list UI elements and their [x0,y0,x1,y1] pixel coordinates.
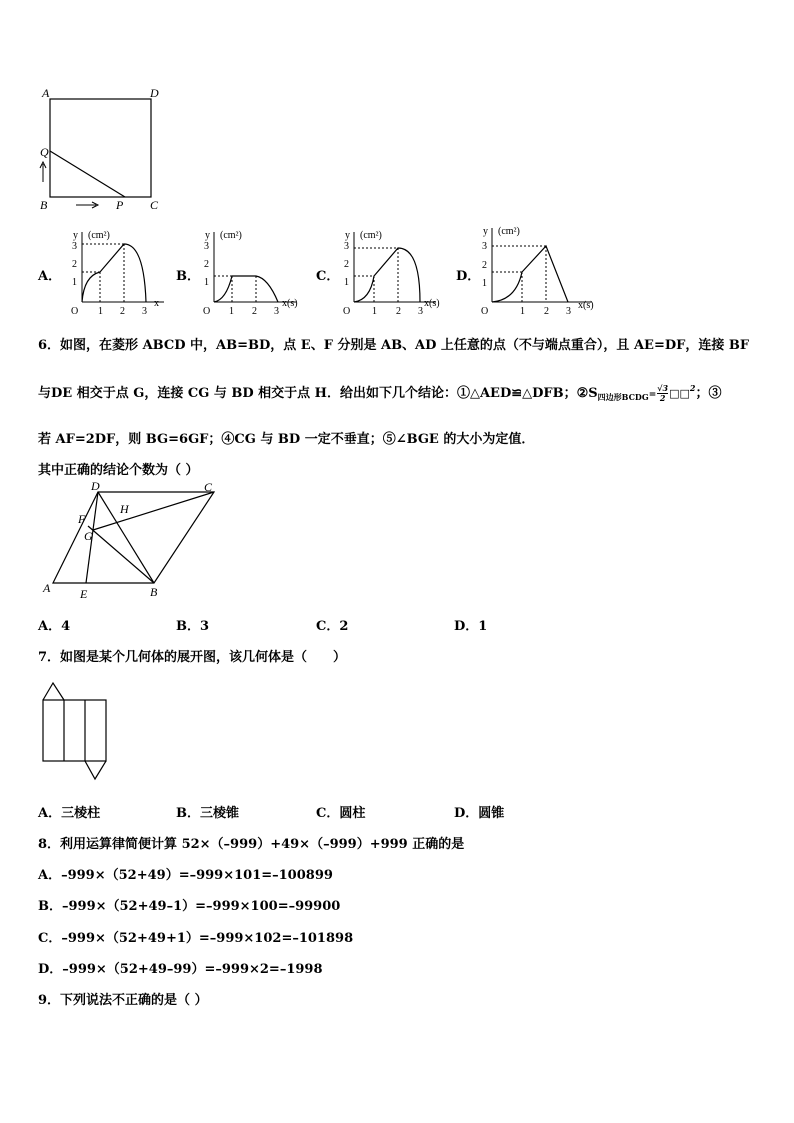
unit-label: (cm²) [220,230,242,241]
unit-label: (cm²) [498,226,520,237]
q6-frac-den: 2 [659,393,666,403]
q6-fraction [657,384,668,403]
y-axis-label: y [483,226,488,237]
q6-question: 其中正确的结论个数为（ ） [38,463,199,478]
q8-stem: 8．利用运算律简便计算 52×（–999）+49×（–999）+999 正确的是 [38,837,465,852]
q5-option-b-letter: B． [176,269,200,284]
y-tick-3: 3 [204,241,209,252]
q6-line2-text: 与DE 相交于点 G，连接 CG 与 BD 相交于点 H．给出如下几个结论：①△AED≌△DFB；②S [38,386,598,401]
q6-superscript: 2 [689,383,696,393]
x-tick-1: 1 [520,306,525,317]
y-tick-2: 2 [72,259,77,270]
label-B: B [40,198,48,212]
origin-label: O [343,306,351,317]
x-tick-3: 3 [274,306,279,317]
y-tick-1: 1 [344,277,349,288]
q5-option-a-letter: A． [38,269,62,284]
label-E: E [80,587,88,601]
q7-option-c: C．圆柱 [316,806,366,821]
x-axis-label: x [154,298,159,309]
label-C: C [204,480,213,494]
q5-option-a-graph [64,226,169,318]
q5-square-figure [36,84,166,214]
x-tick-1: 1 [229,306,234,317]
label-C: C [150,198,159,212]
y-tick-1: 1 [204,277,209,288]
q7-stem: 7．如图是某个几何体的展开图，该几何体是（ ） [38,650,347,665]
q6-missing-glyphs: □□ [669,387,690,400]
q6-option-b: B．3 [176,619,210,634]
q6-line2-end: ；③ [695,386,722,401]
x-tick-2: 2 [396,306,401,317]
x-axis-label: x(s) [282,298,298,309]
unit-label: (cm²) [360,230,382,241]
origin-label: O [481,306,489,317]
q6-option-a: A．4 [38,619,71,634]
x-tick-1: 1 [98,306,103,317]
y-tick-3: 3 [72,241,77,252]
x-tick-3: 3 [418,306,423,317]
x-tick-2: 2 [120,306,125,317]
origin-label: O [203,306,211,317]
y-tick-1: 1 [482,278,487,289]
q5-option-d-graph [474,222,599,318]
x-axis-label: x(s) [424,298,440,309]
q6-rhombus-figure [38,480,228,605]
q5-option-b-graph [196,226,306,318]
q8-option-d: D．–999×（52+49–99）=–999×2=–1998 [38,962,323,977]
x-tick-3: 3 [142,306,147,317]
label-A: A [42,86,50,100]
q8-option-b: B．–999×（52+49–1）=–999×100=–99900 [38,899,341,914]
label-F: F [78,512,86,526]
origin-label: O [71,306,79,317]
q6-stem-line2 [38,382,721,403]
q6-option-d: D．1 [454,619,488,634]
q5-option-c-letter: C． [316,269,340,284]
q7-net-figure [38,680,112,782]
label-A: A [43,581,51,595]
x-tick-2: 2 [252,306,257,317]
q9-stem: 9．下列说法不正确的是（ ） [38,993,208,1008]
q5-option-d-letter: D． [456,269,481,284]
q8-option-a: A．–999×（52+49）=–999×101=–100899 [38,868,333,883]
label-Q: Q [40,145,49,159]
x-tick-2: 2 [544,306,549,317]
y-axis-label: y [345,230,350,241]
label-P: P [116,198,124,212]
unit-label: (cm²) [88,230,110,241]
q6-stem-line1: 6．如图，在菱形 ABCD 中，AB=BD，点 E、F 分别是 AB、AD 上任意的点（不与端点重合），且 AE=DF，连接 BF [38,338,750,353]
label-G: G [84,529,93,543]
q5-option-c-graph [336,226,446,318]
q6-stem-line3: 若 AF=2DF，则 BG=6GF；④CG 与 BD 一定不垂直；⑤∠BGE 的大小为定值． [38,432,535,447]
q7-option-d: D．圆锥 [454,806,505,821]
y-axis-label: y [73,230,78,241]
x-tick-3: 3 [566,306,571,317]
q6-option-c: C．2 [316,619,349,634]
q7-option-a: A．三棱柱 [38,806,101,821]
label-D: D [91,480,100,493]
label-B: B [150,585,158,599]
y-tick-2: 2 [482,260,487,271]
x-axis-label: x(s) [578,300,594,311]
q6-equals: = [648,390,657,400]
y-axis-label: y [205,230,210,241]
y-tick-3: 3 [344,241,349,252]
y-tick-3: 3 [482,241,487,252]
q8-option-c: C．–999×（52+49+1）=–999×102=–101898 [38,931,354,946]
y-tick-2: 2 [344,259,349,270]
y-tick-2: 2 [204,259,209,270]
y-tick-1: 1 [72,277,77,288]
q6-area-subscript: 四边形BCDG [597,392,649,402]
x-tick-1: 1 [372,306,377,317]
label-D: D [150,86,159,100]
label-H: H [120,502,129,516]
q6-frac-num: √3 [657,383,669,393]
q7-option-b: B．三棱锥 [176,806,239,821]
